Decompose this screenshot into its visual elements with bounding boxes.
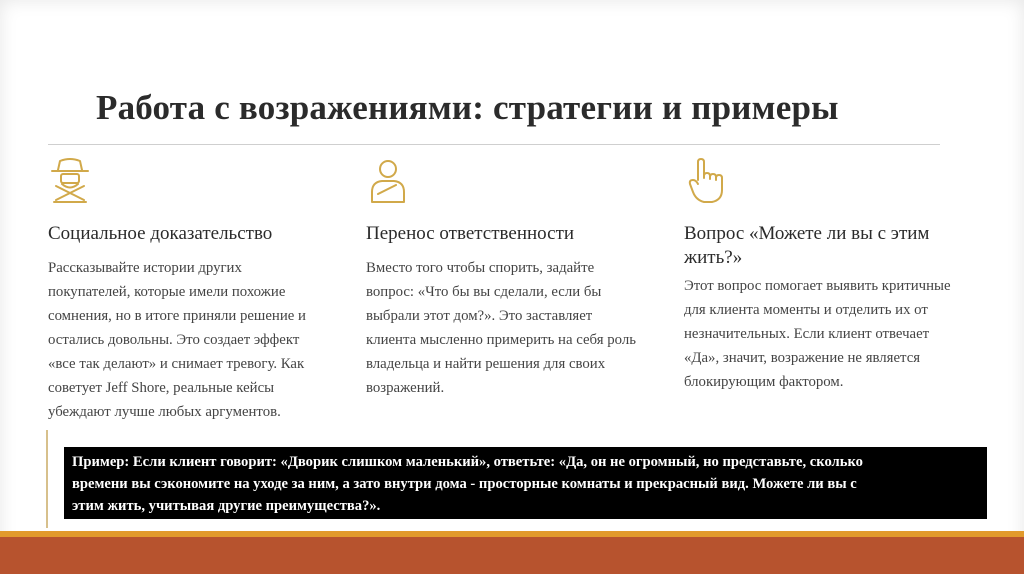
body-line: вопрос: «Что бы вы сделали, если бы: [366, 284, 602, 300]
body-line: владельца и найти решения для своих: [366, 356, 606, 372]
body-line: блокирующим фактором.: [684, 374, 844, 390]
body-line: возражений.: [366, 380, 445, 396]
body-line: покупателей, которые имели похожие: [48, 284, 286, 300]
page-title: Работа с возражениями: стратегии и примеры: [96, 88, 839, 127]
heading-line: Вопрос «Можете ли вы с этим: [684, 223, 930, 244]
example-line: времени вы сэкономите на уходе за ним, а зато внутри дома - просторные комнаты и прекрасный вид. Можете ли вы с: [72, 476, 857, 492]
body-line: сомнения, но в итоге приняли решение и: [48, 308, 306, 324]
column-body-question: [684, 274, 951, 394]
body-line: советует Jeff Shore, реальные кейсы: [48, 380, 275, 396]
example-line: этим жить, учитывая другие преимущества?».: [72, 498, 381, 514]
column-body-social-proof: [48, 256, 306, 424]
title-divider: [48, 144, 940, 145]
body-line: «все так делают» и снимает тревогу. Как: [48, 356, 305, 372]
body-line: для клиента моменты и отделить их от: [684, 302, 928, 318]
person-icon: [366, 156, 410, 206]
body-line: Рассказывайте истории других: [48, 260, 242, 276]
detective-icon: [48, 156, 92, 206]
body-line: Этот вопрос помогает выявить критичные: [684, 278, 951, 294]
body-line: убеждают лучше любых аргументов.: [48, 404, 281, 420]
column-heading-question: [684, 222, 929, 270]
body-line: выбрали этот дом?». Это заставляет: [366, 308, 593, 324]
body-line: клиента мысленно примерить на себя роль: [366, 332, 636, 348]
heading-line: жить?»: [684, 247, 743, 268]
body-line: незначительных. Если клиент отвечает: [684, 326, 930, 342]
body-line: Вместо того чтобы спорить, задайте: [366, 260, 595, 276]
pointing-hand-icon: [684, 156, 728, 206]
body-line: остались довольны. Это создает эффект: [48, 332, 300, 348]
column-heading-responsibility: Перенос ответственности: [366, 223, 575, 244]
column-body-responsibility: [366, 256, 636, 400]
example-accent-bar: [46, 430, 48, 528]
body-line: «Да», значит, возражение не является: [684, 350, 921, 366]
footer-band: [0, 537, 1024, 574]
example-line: Пример: Если клиент говорит: «Дворик слишком маленький», ответьте: «Да, он не огромный, но представьте, сколько: [72, 454, 863, 470]
column-heading-social-proof: Социальное доказательство: [48, 223, 273, 244]
example-callout: [64, 447, 987, 519]
